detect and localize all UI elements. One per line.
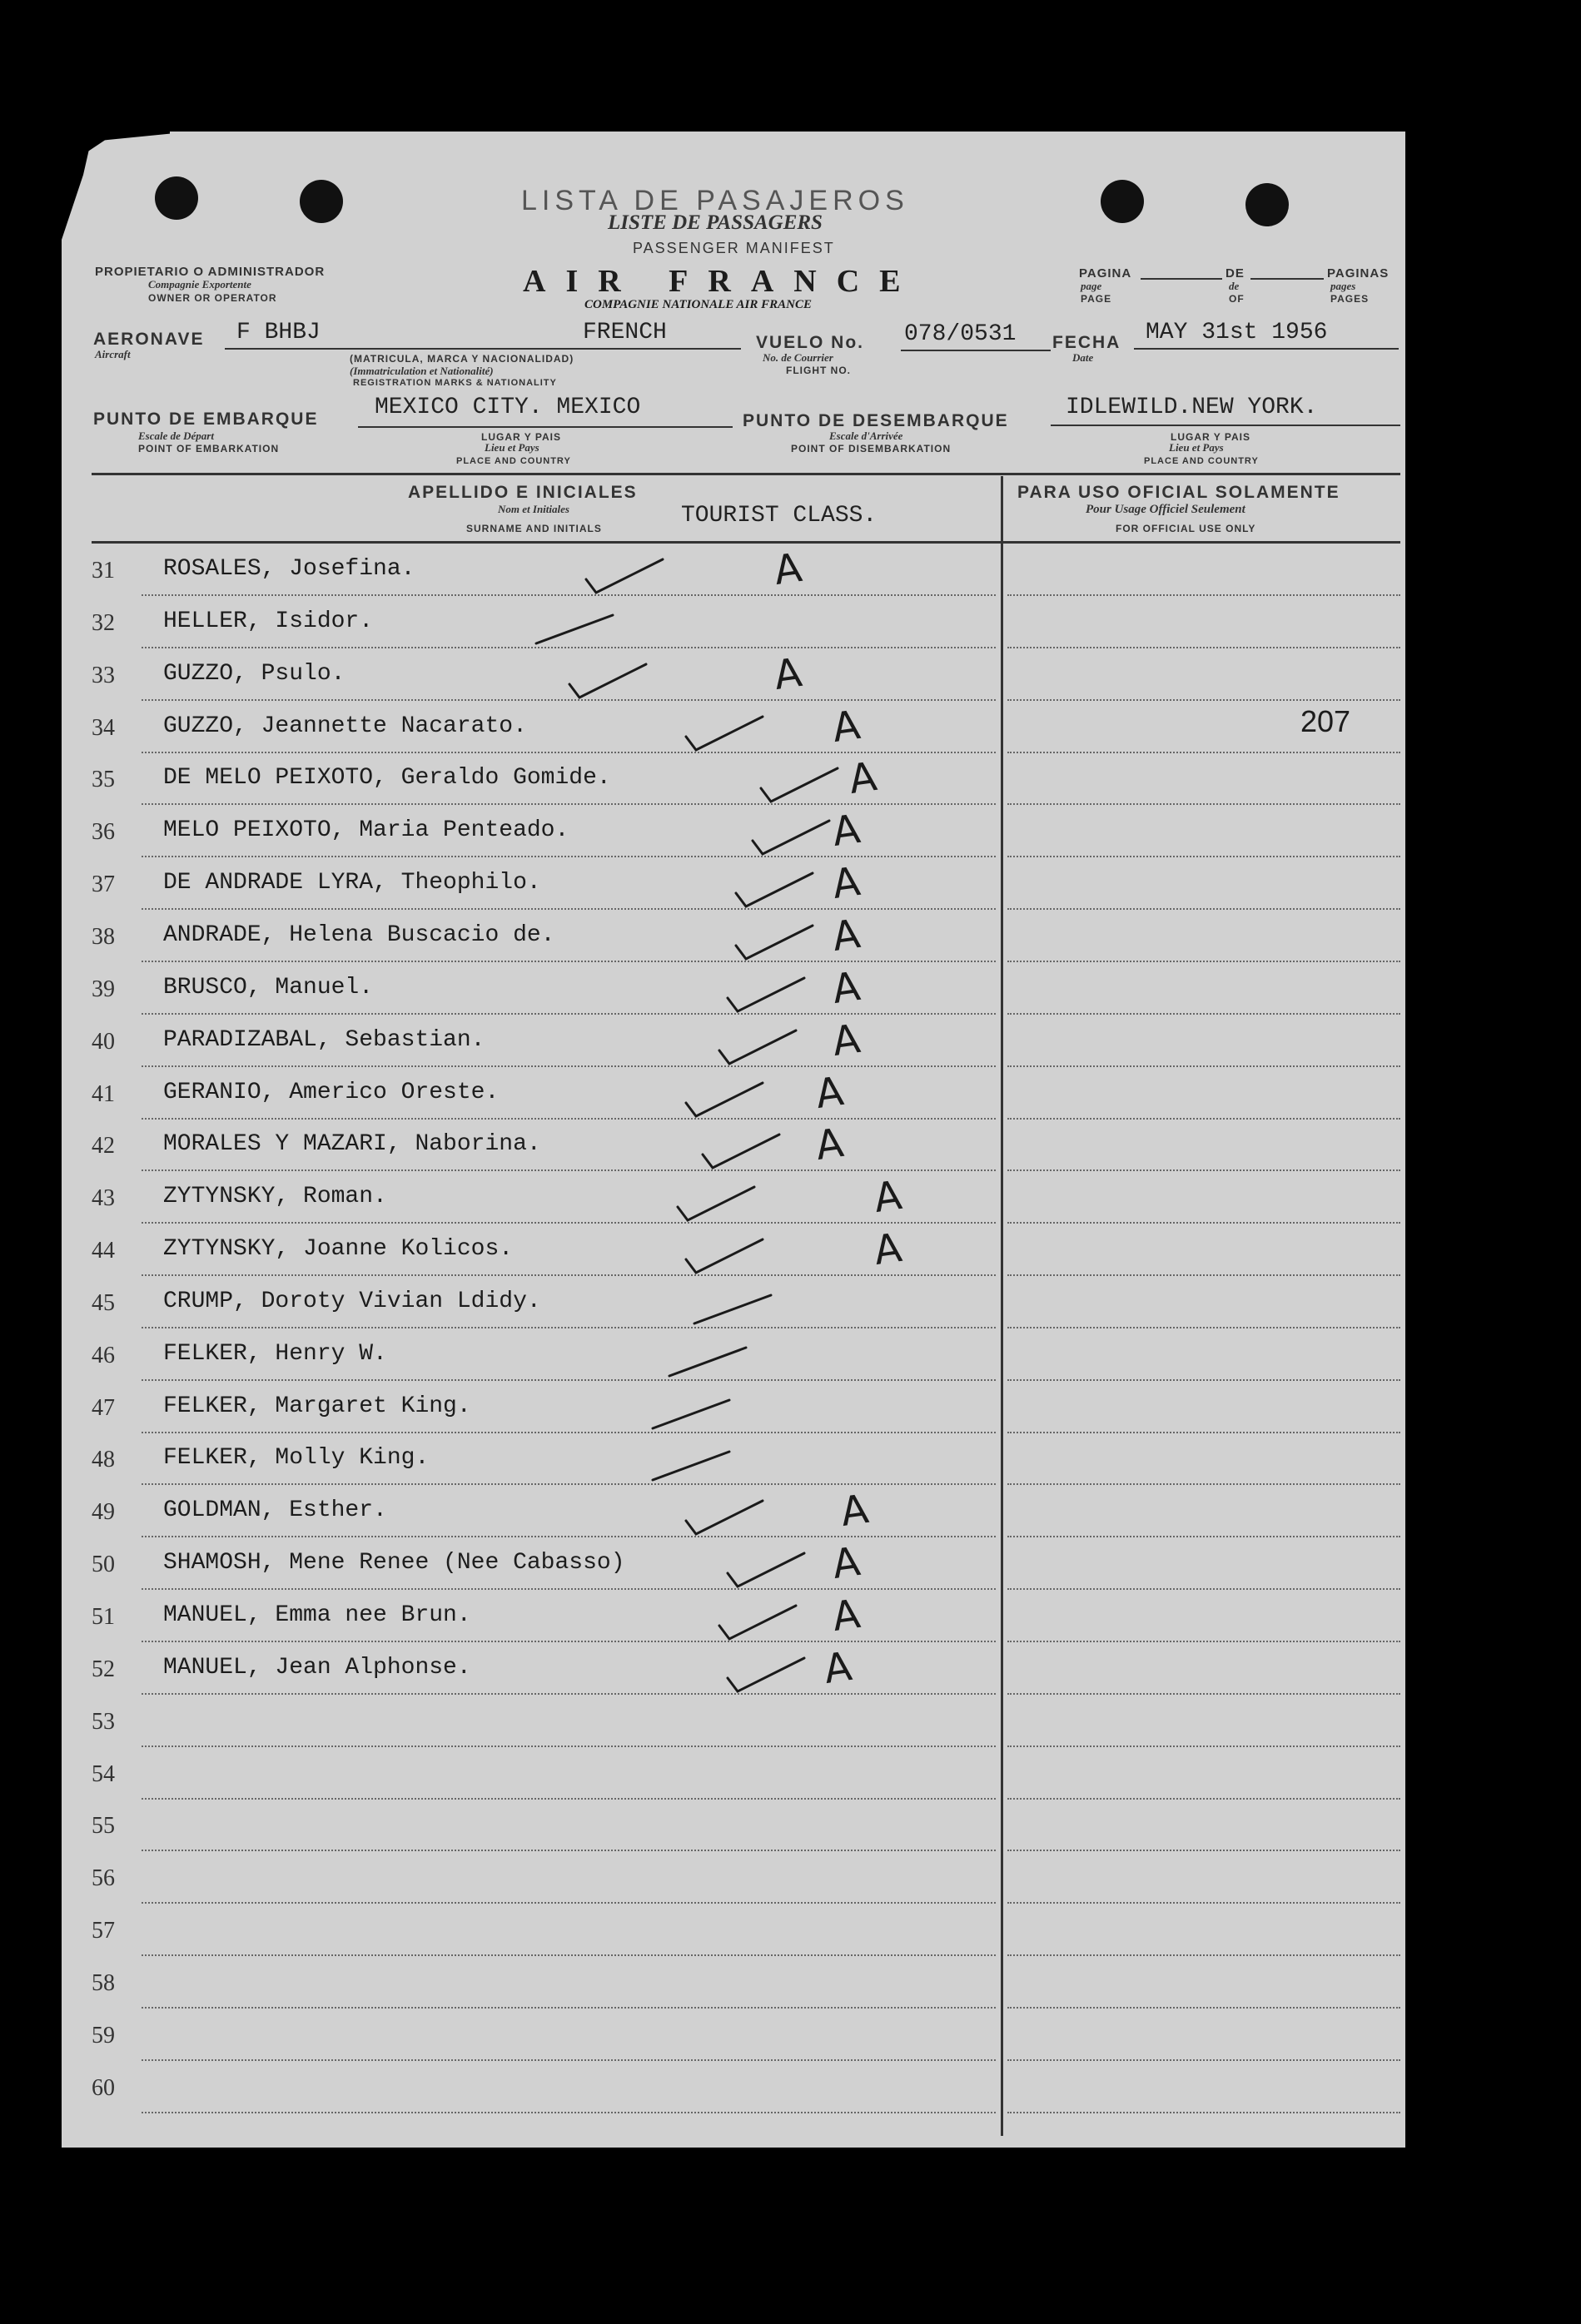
row-number: 31	[92, 558, 115, 583]
row-line	[142, 1483, 996, 1485]
row-line	[142, 908, 996, 910]
check-mark	[724, 973, 816, 1020]
arrival-mark: A	[829, 806, 863, 857]
row-line	[142, 1693, 996, 1695]
owner-label: PROPIETARIO O ADMINISTRADOR	[95, 265, 326, 279]
passenger-name: MELO PEIXOTO, Maria Penteado.	[163, 817, 569, 844]
row-line	[142, 1013, 996, 1015]
row-line	[142, 2059, 996, 2061]
punch-hole	[155, 176, 198, 220]
check-mark	[683, 1234, 774, 1281]
passenger-name: FELKER, Margaret King.	[163, 1393, 471, 1419]
check-mark	[716, 1601, 808, 1647]
check-mark	[683, 1496, 774, 1542]
official-row-line	[1007, 647, 1400, 648]
passenger-name: ZYTYNSKY, Roman.	[163, 1184, 387, 1210]
arrival-mark: A	[829, 1590, 863, 1641]
official-use-header-fr: Pour Usage Officiel Seulement	[1086, 503, 1245, 516]
passenger-name: ZYTYNSKY, Joanne Kolicos.	[163, 1236, 514, 1263]
arrival-mark: A	[829, 910, 863, 961]
place-label-2: LUGAR Y PAIS	[1171, 431, 1251, 443]
check-mark	[666, 1339, 758, 1386]
passenger-name: GUZZO, Psulo.	[163, 660, 346, 687]
row-number: 34	[92, 714, 115, 741]
passenger-name: DE ANDRADE LYRA, Theophilo.	[163, 870, 541, 896]
aircraft-label: AERONAVE	[93, 330, 205, 349]
aircraft-value: F BHBJ	[236, 320, 321, 345]
official-row-line	[1007, 1536, 1400, 1537]
row-line	[142, 1118, 996, 1120]
embarkation-label-fr: Escale de Départ	[138, 430, 214, 442]
arrival-mark: A	[829, 1015, 863, 1065]
date-label-fr: Date	[1072, 351, 1094, 364]
passenger-name: FELKER, Henry W.	[163, 1340, 387, 1367]
passenger-name: SHAMOSH, Mene Renee (Nee Cabasso)	[163, 1550, 625, 1577]
passenger-name: GOLDMAN, Esther.	[163, 1497, 387, 1524]
row-number: 41	[92, 1080, 115, 1107]
disembarkation-label: PUNTO DE DESEMBARQUE	[743, 411, 1009, 430]
flight-label: VUELO No.	[756, 333, 865, 352]
embarkation-label: PUNTO DE EMBARQUE	[93, 410, 319, 429]
row-number: 46	[92, 1342, 115, 1368]
official-row-line	[1007, 1850, 1400, 1851]
page-pages-label-fr: pages	[1330, 280, 1356, 292]
column-divider	[1001, 476, 1003, 2136]
row-line	[142, 1902, 996, 1904]
official-use-header-en: FOR OFFICIAL USE ONLY	[1116, 523, 1256, 534]
row-number: 54	[92, 1760, 115, 1787]
check-mark	[733, 921, 824, 967]
row-line	[142, 1641, 996, 1642]
row-number: 35	[92, 767, 115, 793]
arrival-mark: A	[871, 1224, 905, 1275]
embarkation-value: MEXICO CITY. MEXICO	[375, 395, 641, 420]
check-mark	[724, 1653, 816, 1700]
row-line	[142, 1536, 996, 1537]
row-number: 39	[92, 976, 115, 1002]
aircraft-label-fr: Aircraft	[95, 348, 131, 360]
check-mark	[758, 763, 849, 810]
row-number: 60	[92, 2074, 115, 2101]
row-line	[142, 1432, 996, 1433]
row-number: 49	[92, 1499, 115, 1526]
row-line	[142, 1222, 996, 1224]
official-row-line	[1007, 1013, 1400, 1015]
row-line	[142, 961, 996, 962]
row-number: 38	[92, 923, 115, 950]
disembarkation-label-en: POINT OF DISEMBARKATION	[791, 443, 952, 454]
official-row-line	[1007, 1274, 1400, 1276]
flight-value: 078/0531	[904, 321, 1017, 347]
row-number: 42	[92, 1133, 115, 1160]
row-line	[142, 594, 996, 596]
row-line	[142, 752, 996, 753]
page-pages-label: PAGINAS	[1327, 266, 1390, 281]
passenger-name: ANDRADE, Helena Buscacio de.	[163, 921, 555, 948]
row-number: 58	[92, 1969, 115, 1996]
check-mark	[691, 1287, 783, 1333]
arrival-mark: A	[846, 753, 880, 804]
page-label-en: PAGE	[1081, 293, 1112, 305]
row-number: 43	[92, 1185, 115, 1212]
check-mark	[724, 1548, 816, 1595]
owner-label-en: OWNER OR OPERATOR	[148, 292, 277, 304]
row-line	[142, 803, 996, 805]
place-label-en: PLACE AND COUNTRY	[456, 456, 571, 466]
check-mark	[533, 607, 624, 653]
disembarkation-value: IDLEWILD.NEW YORK.	[1066, 395, 1318, 420]
official-row-line	[1007, 1902, 1400, 1904]
row-number: 50	[92, 1552, 115, 1578]
company-name: COMPAGNIE NATIONALE AIR FRANCE	[584, 298, 812, 311]
punch-hole	[300, 180, 343, 223]
arrival-mark: A	[813, 1067, 847, 1118]
official-row-line	[1007, 1693, 1400, 1695]
flight-label-en: FLIGHT NO.	[786, 365, 851, 376]
row-line	[142, 1588, 996, 1590]
official-row-line	[1007, 2059, 1400, 2061]
passenger-name: FELKER, Molly King.	[163, 1445, 430, 1472]
row-number: 59	[92, 2022, 115, 2048]
page-label: PAGINA	[1079, 266, 1132, 281]
page-of-label: DE	[1226, 266, 1245, 281]
official-use-header: PARA USO OFICIAL SOLAMENTE	[1017, 483, 1340, 502]
passenger-name: ROSALES, Josefina.	[163, 556, 415, 582]
row-line	[142, 2112, 996, 2113]
row-number: 52	[92, 1656, 115, 1682]
passenger-name: BRUSCO, Manuel.	[163, 974, 374, 1001]
check-mark	[716, 1025, 808, 1072]
arrival-mark: A	[838, 1486, 872, 1537]
official-row-line	[1007, 1222, 1400, 1224]
official-row-line	[1007, 752, 1400, 753]
official-row-line	[1007, 1588, 1400, 1590]
surname-column-header-en: SURNAME AND INITIALS	[466, 523, 602, 534]
arrival-mark: A	[813, 1120, 847, 1170]
arrival-mark: A	[771, 544, 805, 595]
page-of-label-en: OF	[1229, 293, 1245, 305]
passenger-name: GERANIO, Americo Oreste.	[163, 1079, 500, 1105]
row-line	[142, 1954, 996, 1956]
official-row-line	[1007, 1641, 1400, 1642]
nationality-value: FRENCH	[583, 320, 667, 345]
passenger-name: MANUEL, Emma nee Brun.	[163, 1602, 471, 1628]
class-label: TOURIST CLASS.	[681, 503, 878, 529]
row-line	[142, 1798, 996, 1800]
row-number: 57	[92, 1918, 115, 1944]
passenger-name: MORALES Y MAZARI, Naborina.	[163, 1131, 541, 1158]
page-label-fr: page	[1081, 280, 1102, 292]
check-mark	[649, 1443, 741, 1490]
row-number: 44	[92, 1238, 115, 1264]
row-number: 48	[92, 1447, 115, 1473]
official-row-line	[1007, 1954, 1400, 1956]
passenger-name: MANUEL, Jean Alphonse.	[163, 1654, 471, 1681]
official-row-line	[1007, 908, 1400, 910]
check-mark	[566, 659, 658, 706]
flight-label-fr: No. de Courrier	[763, 351, 833, 364]
arrival-mark: A	[829, 701, 863, 752]
row-line	[142, 1169, 996, 1171]
page-pages-label-en: PAGES	[1330, 293, 1370, 305]
official-row-line	[1007, 1483, 1400, 1485]
passenger-name: HELLER, Isidor.	[163, 608, 374, 634]
row-line	[142, 2007, 996, 2009]
arrival-mark: A	[829, 858, 863, 909]
row-number: 55	[92, 1813, 115, 1840]
official-row-line	[1007, 961, 1400, 962]
check-mark	[683, 1078, 774, 1125]
row-number: 32	[92, 609, 115, 636]
official-row-line	[1007, 1432, 1400, 1433]
official-row-line	[1007, 1327, 1400, 1328]
official-row-line	[1007, 1798, 1400, 1800]
registration-label-fr: (Immatriculation et Nationalité)	[350, 365, 494, 377]
passenger-name: DE MELO PEIXOTO, Geraldo Gomide.	[163, 765, 611, 792]
row-line	[142, 1850, 996, 1851]
row-number: 45	[92, 1289, 115, 1316]
date-value: MAY 31st 1956	[1146, 320, 1328, 345]
official-row-line	[1007, 803, 1400, 805]
punch-hole	[1245, 183, 1289, 226]
check-mark	[649, 1392, 741, 1438]
check-mark	[699, 1130, 791, 1176]
row-line	[142, 1274, 996, 1276]
passenger-name: CRUMP, Doroty Vivian Ldidy.	[163, 1288, 541, 1314]
surname-column-header: APELLIDO E INICIALES	[408, 483, 638, 502]
official-row-line	[1007, 699, 1400, 701]
row-line	[142, 1327, 996, 1328]
check-mark	[733, 868, 824, 915]
disembarkation-label-fr: Escale d'Arrivée	[829, 430, 903, 442]
title-french: LISTE DE PASSAGERS	[608, 211, 823, 234]
arrival-mark: A	[871, 1172, 905, 1223]
passenger-name: GUZZO, Jeannette Nacarato.	[163, 713, 527, 739]
row-number: 36	[92, 819, 115, 846]
row-number: 37	[92, 872, 115, 898]
official-row-line	[1007, 1745, 1400, 1747]
official-row-line	[1007, 856, 1400, 857]
check-mark	[674, 1182, 766, 1229]
airline-name: AIR FRANCE	[523, 264, 921, 299]
row-number: 47	[92, 1394, 115, 1421]
surname-column-header-fr: Nom et Initiales	[498, 503, 569, 515]
official-row-line	[1007, 1169, 1400, 1171]
registration-label-en: REGISTRATION MARKS & NATIONALITY	[353, 378, 557, 388]
owner-label-fr: Compagnie Exportente	[148, 278, 251, 290]
registration-label: (MATRICULA, MARCA Y NACIONALIDAD)	[350, 353, 574, 365]
check-mark	[749, 816, 841, 862]
title-english: PASSENGER MANIFEST	[633, 240, 835, 256]
arrival-mark: A	[829, 1538, 863, 1589]
official-note: 207	[1300, 704, 1351, 738]
row-number: 51	[92, 1604, 115, 1630]
arrival-mark: A	[829, 962, 863, 1013]
embarkation-label-en: POINT OF EMBARKATION	[138, 443, 280, 454]
row-line	[142, 1065, 996, 1067]
official-row-line	[1007, 1379, 1400, 1381]
place-label-fr: Lieu et Pays	[485, 441, 539, 454]
place-label-fr-2: Lieu et Pays	[1169, 441, 1224, 454]
row-number: 33	[92, 662, 115, 688]
row-line	[142, 1379, 996, 1381]
place-label: LUGAR Y PAIS	[481, 431, 562, 443]
punch-hole	[1101, 180, 1144, 223]
official-row-line	[1007, 2112, 1400, 2113]
passenger-name: PARADIZABAL, Sebastian.	[163, 1026, 485, 1053]
title-spanish: LISTA DE PASAJEROS	[521, 185, 909, 216]
row-number: 40	[92, 1028, 115, 1055]
official-row-line	[1007, 1118, 1400, 1120]
row-line	[142, 856, 996, 857]
official-row-line	[1007, 594, 1400, 596]
row-line	[142, 1745, 996, 1747]
page-of-label-fr: de	[1229, 280, 1240, 292]
check-mark	[583, 554, 674, 601]
official-row-line	[1007, 2007, 1400, 2009]
date-label: FECHA	[1052, 333, 1121, 352]
row-number: 53	[92, 1708, 115, 1735]
official-row-line	[1007, 1065, 1400, 1067]
row-number: 56	[92, 1865, 115, 1892]
place-label-en-2: PLACE AND COUNTRY	[1144, 456, 1259, 466]
arrival-mark: A	[771, 648, 805, 699]
check-mark	[683, 712, 774, 758]
arrival-mark: A	[821, 1642, 855, 1693]
